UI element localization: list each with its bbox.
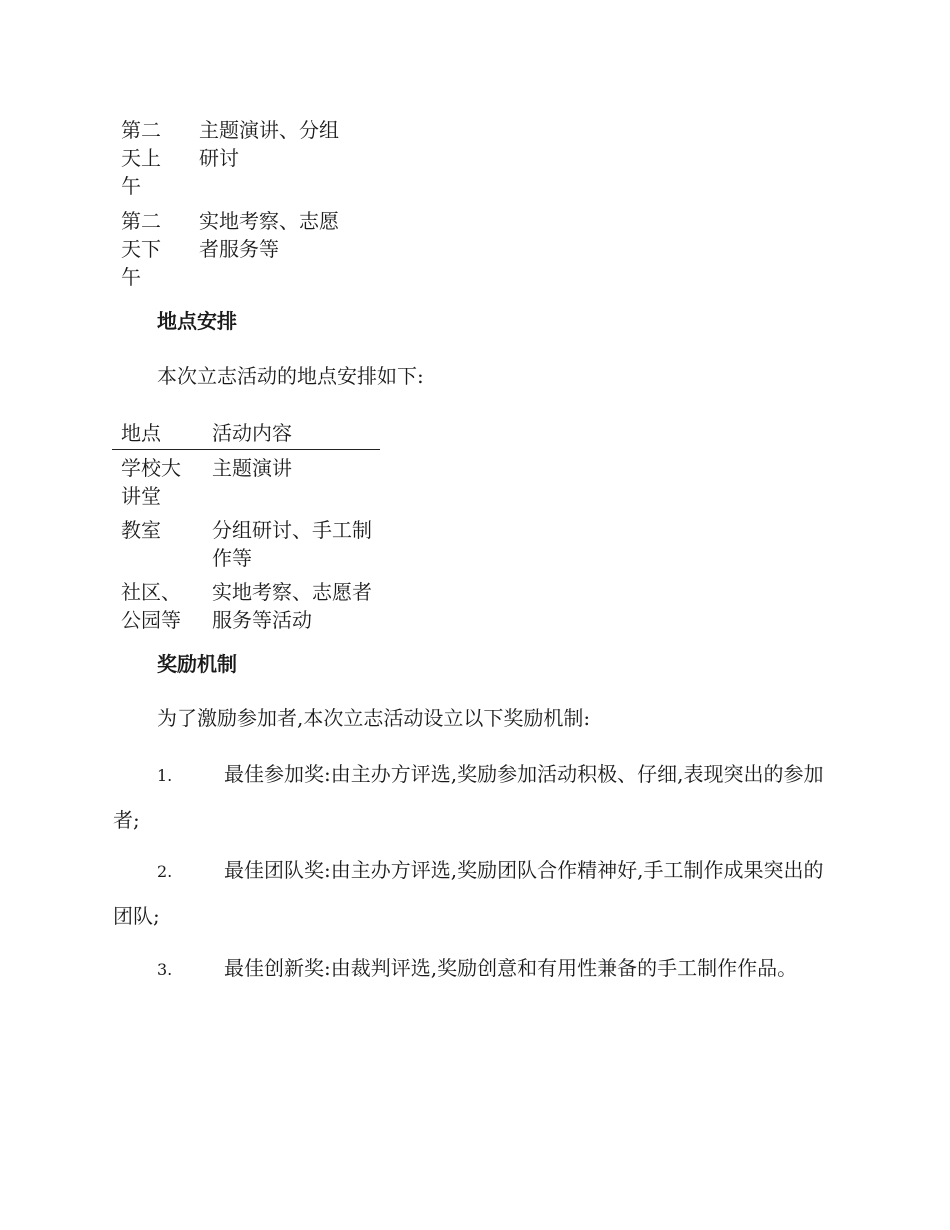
list-number: 2. [157, 862, 173, 881]
schedule-content-cell: 主题演讲、分组研讨 [199, 118, 339, 170]
reward-intro: 为了激励参加者,本次立志活动设立以下奖励机制: [157, 706, 591, 730]
location-content-cell: 实地考察、志愿者服务等活动 [212, 580, 372, 632]
reward-heading: 奖励机制 [157, 652, 237, 676]
list-number: 3. [157, 960, 173, 979]
reward-list-item [113, 848, 835, 938]
location-content-cell: 主题演讲 [212, 456, 292, 480]
location-heading: 地点安排 [157, 309, 237, 333]
schedule-time-cell: 第二天下午 [121, 209, 161, 289]
schedule-time-cell: 第二天上午 [121, 118, 161, 198]
location-content-cell: 分组研讨、手工制作等 [212, 518, 372, 570]
table-header-rule [112, 449, 380, 450]
reward-list-item [113, 946, 835, 992]
list-item-text: 最佳创新奖:由裁判评选,奖励创意和有用性兼备的手工制作作品。 [224, 956, 798, 980]
schedule-content-cell: 实地考察、志愿者服务等 [199, 209, 339, 261]
location-place-cell: 学校大讲堂 [121, 456, 181, 508]
list-number: 1. [157, 766, 173, 785]
location-table-header-content: 活动内容 [212, 421, 292, 445]
location-intro: 本次立志活动的地点安排如下: [157, 364, 424, 388]
reward-list-item [113, 752, 835, 842]
list-item-text: 最佳参加奖:由主办方评选,奖励参加活动积极、仔细,表现突出的参加者; [113, 762, 824, 832]
location-place-cell: 教室 [121, 518, 161, 542]
list-item-text: 最佳团队奖:由主办方评选,奖励团队合作精神好,手工制作成果突出的团队; [113, 858, 824, 928]
location-place-cell: 社区、公园等 [121, 580, 181, 632]
location-table-header-place: 地点 [121, 421, 161, 445]
